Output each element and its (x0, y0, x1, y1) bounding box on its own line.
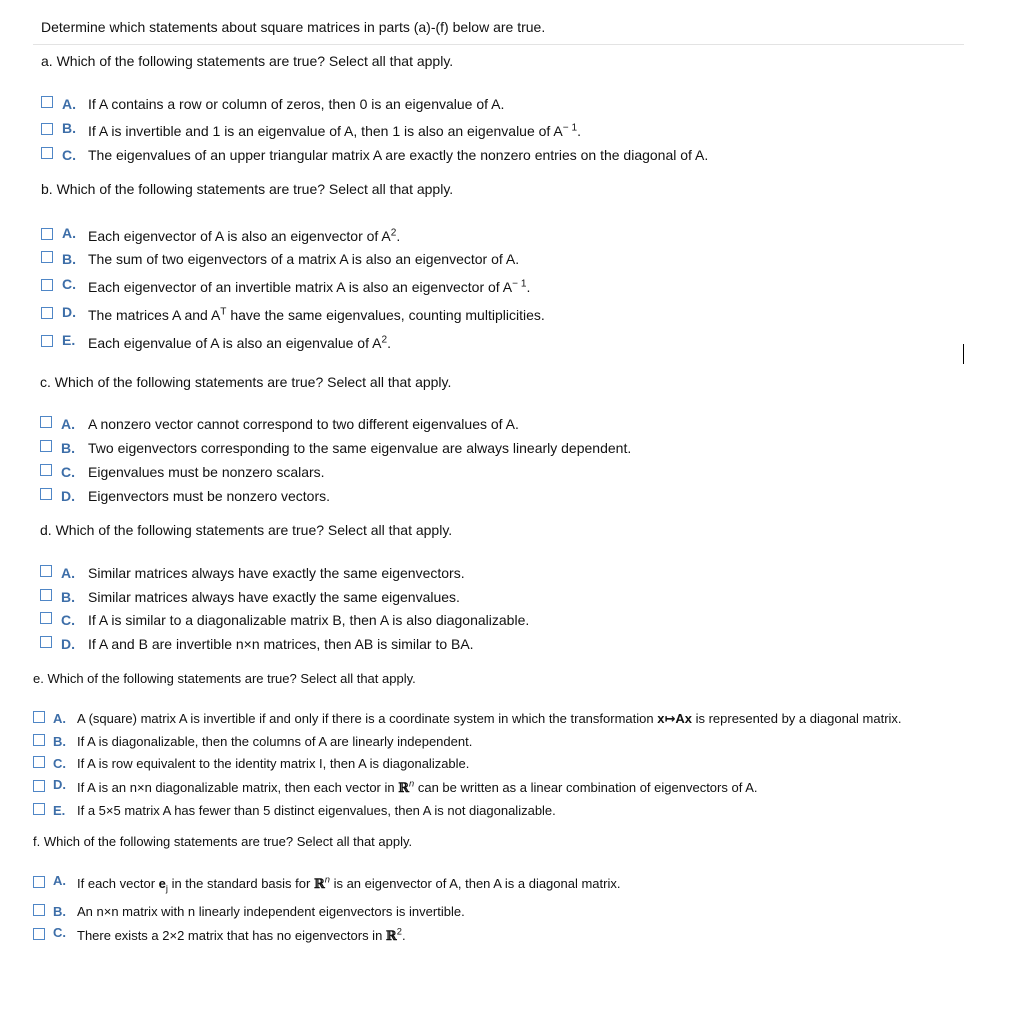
part-b-question: b. Which of the following statements are true? Select all that apply. (41, 181, 454, 197)
option-text: An n×n matrix with n linearly independent eigenvectors is invertible. (77, 904, 465, 919)
option-text: The sum of two eigenvectors of a matrix A is also an eigenvector of A. (88, 251, 520, 267)
checkbox[interactable] (40, 416, 52, 428)
checkbox[interactable] (41, 251, 53, 263)
checkbox[interactable] (41, 228, 53, 240)
option-text: There exists a 2×2 matrix that has no eigenvectors in ℝ$^2$. (77, 926, 406, 944)
option-text: Eigenvectors must be nonzero vectors. (88, 488, 331, 504)
checkbox[interactable] (33, 780, 45, 792)
option-letter: C. (61, 464, 75, 480)
checkbox[interactable] (40, 612, 52, 624)
checkbox[interactable] (40, 464, 52, 476)
part-a-option-c[interactable] (41, 145, 761, 165)
option-letter: C. (53, 756, 66, 771)
option-letter: D. (61, 488, 75, 504)
checkbox[interactable] (33, 803, 45, 815)
checkbox[interactable] (41, 307, 53, 319)
part-e-option-d[interactable] (33, 778, 833, 798)
option-text: If A is similar to a diagonalizable matrix B, then A is also diagonalizable. (88, 612, 530, 628)
option-letter: B. (62, 120, 76, 136)
option-text: If A and B are invertible n×n matrices, then AB is similar to BA. (88, 636, 474, 652)
option-text: Each eigenvalue of A is also an eigenvalue of $A^2$. (88, 334, 391, 351)
text-cursor (963, 344, 964, 364)
option-text: Each eigenvector of A is also an eigenvector of $A^2$. (88, 227, 401, 244)
checkbox[interactable] (33, 928, 45, 940)
option-text: Similar matrices always have exactly the same eigenvalues. (88, 589, 460, 605)
option-text: Eigenvalues must be nonzero scalars. (88, 464, 325, 480)
option-letter: B. (53, 904, 66, 919)
part-d-question: d. Which of the following statements are true? Select all that apply. (40, 522, 453, 538)
option-text: If A is an n×n diagonalizable matrix, then each vector in ℝ$^n$ can be written as a linear combination of eigenvectors of A. (77, 778, 758, 796)
option-letter: E. (62, 332, 76, 348)
option-text: The matrices A and $A^T$ have the same eigenvalues, counting multiplicities. (88, 306, 545, 323)
option-letter: C. (62, 276, 76, 292)
option-text: If A is invertible and 1 is an eigenvalue of A, then 1 is also an eigenvalue of $A^{- 1}$. (88, 122, 581, 139)
checkbox[interactable] (33, 711, 45, 723)
part-c-option-b[interactable] (40, 438, 680, 458)
part-c-option-c[interactable] (40, 462, 680, 482)
option-letter: E. (53, 803, 66, 818)
part-e-option-c[interactable] (33, 754, 733, 774)
checkbox[interactable] (41, 147, 53, 159)
part-e-option-e[interactable] (33, 801, 733, 821)
part-b-option-a[interactable] (41, 226, 641, 246)
checkbox[interactable] (41, 279, 53, 291)
checkbox[interactable] (41, 96, 53, 108)
checkbox[interactable] (40, 589, 52, 601)
checkbox[interactable] (40, 440, 52, 452)
option-text: If A is diagonalizable, then the columns of A are linearly independent. (77, 734, 473, 749)
option-text: Two eigenvectors corresponding to the same eigenvalue are always linearly dependent. (88, 440, 632, 456)
checkbox[interactable] (40, 636, 52, 648)
checkbox[interactable] (40, 565, 52, 577)
checkbox[interactable] (33, 756, 45, 768)
part-e-option-a[interactable] (33, 709, 973, 729)
option-letter: C. (62, 147, 76, 163)
checkbox[interactable] (33, 904, 45, 916)
option-letter: A. (61, 416, 75, 432)
option-letter: B. (61, 589, 75, 605)
problem-header (33, 14, 964, 45)
option-text: If each vector $e_j$ in the standard basis for ℝ$^n$ is an eigenvector of A, then A is a diagonal matrix. (77, 874, 621, 894)
part-d-option-d[interactable] (40, 634, 640, 654)
part-e-question: e. Which of the following statements are true? Select all that apply. (33, 671, 416, 686)
option-letter: D. (61, 636, 75, 652)
option-text: A nonzero vector cannot correspond to two different eigenvalues of A. (88, 416, 519, 432)
part-c-question: c. Which of the following statements are true? Select all that apply. (40, 374, 452, 390)
option-letter: D. (62, 304, 76, 320)
part-b-option-e[interactable] (41, 333, 641, 353)
part-f-option-c[interactable] (33, 926, 733, 946)
option-letter: A. (53, 873, 66, 888)
part-d-option-a[interactable] (40, 563, 640, 583)
option-letter: C. (53, 925, 66, 940)
part-a-option-a[interactable] (41, 94, 741, 114)
problem-instructions: Determine which statements about square matrices in parts (a)-(f) below are true. (41, 19, 546, 35)
option-letter: A. (62, 225, 76, 241)
part-f-question: f. Which of the following statements are true? Select all that apply. (33, 834, 413, 849)
option-text: If A contains a row or column of zeros, then 0 is an eigenvalue of A. (88, 96, 505, 112)
part-c-option-d[interactable] (40, 486, 680, 506)
part-b-option-d[interactable] (41, 305, 641, 325)
part-d-option-b[interactable] (40, 587, 640, 607)
option-letter: B. (53, 734, 66, 749)
part-f-option-b[interactable] (33, 902, 733, 922)
option-letter: A. (62, 96, 76, 112)
option-text: The eigenvalues of an upper triangular matrix A are exactly the nonzero entries on the diagonal of A. (88, 147, 709, 163)
checkbox[interactable] (33, 876, 45, 888)
part-f-option-a[interactable] (33, 874, 733, 894)
option-text: Each eigenvector of an invertible matrix A is also an eigenvector of $A^{- 1}$. (88, 278, 531, 295)
option-letter: B. (62, 251, 76, 267)
option-text: If a 5×5 matrix A has fewer than 5 distinct eigenvalues, then A is not diagonalizable. (77, 803, 556, 818)
part-d-option-c[interactable] (40, 610, 640, 630)
part-a-question: a. Which of the following statements are true? Select all that apply. (41, 53, 454, 69)
option-text: Similar matrices always have exactly the same eigenvectors. (88, 565, 465, 581)
part-b-option-c[interactable] (41, 277, 641, 297)
checkbox[interactable] (41, 123, 53, 135)
option-text: A (square) matrix A is invertible if and only if there is a coordinate system in which the transformation x↦Ax is represented by a diagonal matrix. (77, 711, 902, 726)
option-letter: B. (61, 440, 75, 456)
checkbox[interactable] (33, 734, 45, 746)
part-b-option-b[interactable] (41, 249, 641, 269)
checkbox[interactable] (41, 335, 53, 347)
part-e-option-b[interactable] (33, 732, 733, 752)
option-letter: D. (53, 777, 66, 792)
option-letter: C. (61, 612, 75, 628)
option-letter: A. (61, 565, 75, 581)
option-text: If A is row equivalent to the identity matrix I, then A is diagonalizable. (77, 756, 470, 771)
part-a-option-b[interactable] (41, 121, 741, 141)
part-c-option-a[interactable] (40, 414, 680, 434)
checkbox[interactable] (40, 488, 52, 500)
option-letter: A. (53, 711, 66, 726)
